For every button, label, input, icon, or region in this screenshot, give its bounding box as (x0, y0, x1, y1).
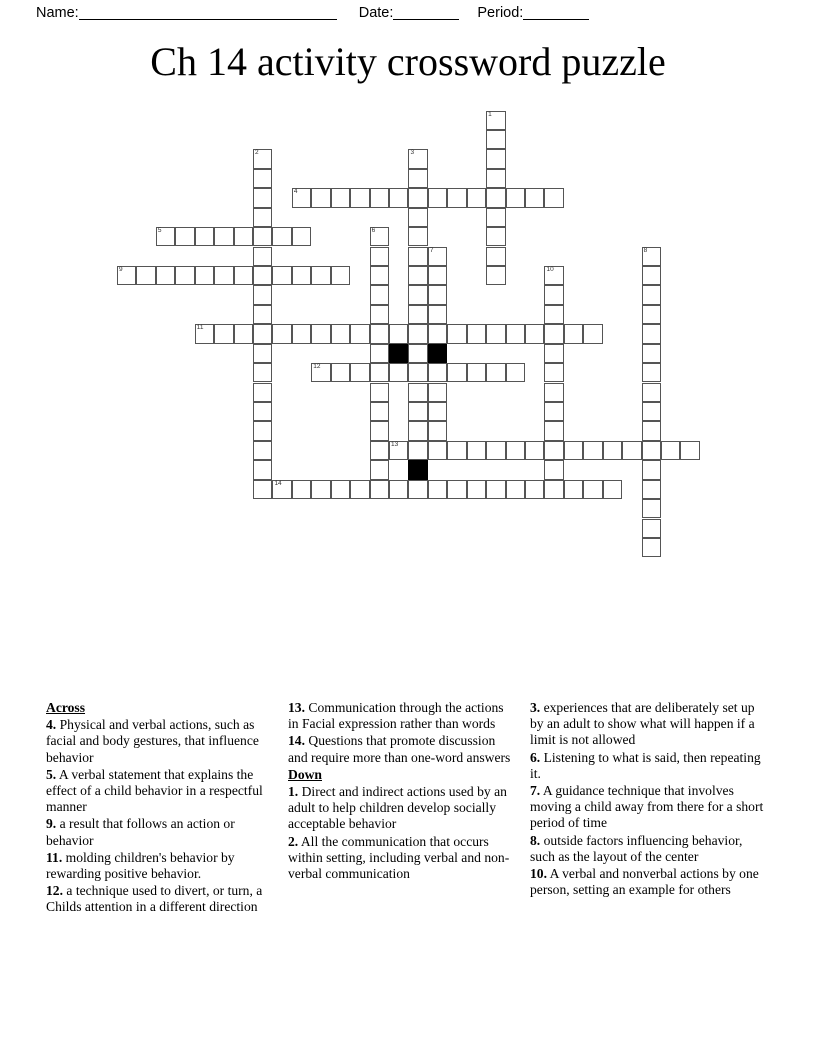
grid-cell[interactable] (544, 305, 563, 324)
grid-cell[interactable] (253, 383, 272, 402)
grid-cell[interactable] (370, 383, 389, 402)
grid-cell[interactable] (136, 266, 155, 285)
grid-cell[interactable] (544, 188, 563, 207)
grid-cell[interactable] (408, 344, 427, 363)
grid-cell-number: 3 (410, 149, 415, 157)
grid-cell[interactable] (408, 363, 427, 382)
clue-down-2: 2. All the communication that occurs within setting, including verbal and non-verbal communication (288, 833, 510, 882)
grid-cell[interactable] (486, 480, 505, 499)
grid-cell[interactable] (350, 188, 369, 207)
grid-cell[interactable] (467, 188, 486, 207)
grid-cell[interactable] (642, 421, 661, 440)
grid-cell[interactable] (253, 188, 272, 207)
grid-cell[interactable] (583, 441, 602, 460)
grid-cell[interactable] (544, 402, 563, 421)
grid-cell[interactable] (486, 363, 505, 382)
grid-cell[interactable] (486, 208, 505, 227)
grid-cell[interactable] (447, 188, 466, 207)
grid-block-cell (428, 344, 447, 363)
grid-cell[interactable] (253, 266, 272, 285)
grid-cell[interactable] (156, 266, 175, 285)
date-label: Date: (358, 5, 394, 21)
grid-cell[interactable] (642, 285, 661, 304)
grid-cell[interactable] (447, 480, 466, 499)
grid-cell[interactable] (428, 266, 447, 285)
clue-across-5: 5. A verbal statement that explains the effect of a child behavior in a respectful manner (46, 766, 263, 815)
grid-cell[interactable] (525, 441, 544, 460)
grid-cell[interactable] (642, 383, 661, 402)
grid-cell[interactable] (331, 266, 350, 285)
grid-cell[interactable] (253, 344, 272, 363)
grid-cell[interactable] (428, 247, 447, 266)
grid-cell[interactable] (253, 305, 272, 324)
grid-cell[interactable] (292, 480, 311, 499)
grid-cell[interactable] (253, 169, 272, 188)
grid-cell[interactable] (370, 363, 389, 382)
clue-number: 4. (46, 717, 57, 733)
clue-number: 2. (288, 833, 299, 849)
across-heading: Across (46, 700, 86, 715)
grid-cell[interactable] (428, 480, 447, 499)
grid-cell[interactable] (428, 383, 447, 402)
grid-cell[interactable] (370, 188, 389, 207)
grid-cell[interactable] (525, 480, 544, 499)
clue-number: 6. (530, 749, 541, 765)
grid-cell[interactable] (156, 227, 175, 246)
grid-cell[interactable] (544, 266, 563, 285)
grid-cell[interactable] (311, 324, 330, 343)
grid-cell[interactable] (467, 441, 486, 460)
grid-cell[interactable] (506, 441, 525, 460)
clue-number: 11. (46, 849, 63, 865)
grid-cell[interactable] (408, 402, 427, 421)
name-label: Name: (36, 5, 79, 21)
grid-cell[interactable] (370, 402, 389, 421)
grid-cell[interactable] (350, 480, 369, 499)
grid-cell[interactable] (544, 480, 563, 499)
grid-cell[interactable] (428, 421, 447, 440)
grid-cell[interactable] (544, 383, 563, 402)
grid-cell[interactable] (661, 441, 680, 460)
grid-cell[interactable] (408, 480, 427, 499)
grid-cell[interactable] (331, 480, 350, 499)
grid-cell[interactable] (370, 441, 389, 460)
period-label: Period: (477, 5, 524, 21)
grid-cell[interactable] (234, 266, 253, 285)
grid-cell[interactable] (544, 363, 563, 382)
page-title: Ch 14 activity crossword puzzle (150, 39, 666, 84)
grid-cell[interactable] (370, 266, 389, 285)
clue-down-8: 8. outside factors influencing behavior, such as the layout of the center (530, 832, 743, 864)
grid-cell[interactable] (408, 227, 427, 246)
grid-cell[interactable] (408, 149, 427, 168)
clue-number: 12. (46, 883, 63, 899)
grid-cell[interactable] (292, 227, 311, 246)
grid-cell[interactable] (272, 227, 291, 246)
grid-cell[interactable] (506, 363, 525, 382)
grid-cell[interactable] (506, 480, 525, 499)
grid-cell[interactable] (622, 441, 641, 460)
grid-cell[interactable] (234, 324, 253, 343)
grid-cell[interactable] (370, 285, 389, 304)
grid-cell[interactable] (292, 266, 311, 285)
clue-number: 9. (46, 816, 57, 832)
grid-cell[interactable] (486, 188, 505, 207)
grid-cell[interactable] (253, 421, 272, 440)
grid-cell[interactable] (486, 266, 505, 285)
grid-cell[interactable] (428, 324, 447, 343)
grid-cell[interactable] (195, 266, 214, 285)
grid-cell[interactable] (680, 441, 699, 460)
clue-number: 10. (530, 866, 547, 882)
grid-cell[interactable] (428, 285, 447, 304)
clue-number: 3. (530, 700, 541, 715)
grid-cell[interactable] (175, 266, 194, 285)
clue-down-1: 1. Direct and indirect actions used by an adult to help children develop socially acceptable behavior (288, 784, 507, 832)
grid-cell[interactable] (486, 169, 505, 188)
grid-cell[interactable] (506, 188, 525, 207)
clue-down-3: 3. experiences that are deliberately set up by an adult to show what will happen if a limit is not allowed (530, 700, 755, 748)
grid-cell-number: 10 (546, 265, 554, 273)
grid-cell[interactable] (428, 441, 447, 460)
grid-cell[interactable] (253, 402, 272, 421)
grid-cell[interactable] (408, 208, 427, 227)
grid-cell[interactable] (642, 480, 661, 499)
clue-down-10: 10. A verbal and nonverbal actions by one person, setting an example for others (530, 866, 759, 898)
grid-cell[interactable] (642, 305, 661, 324)
grid-cell[interactable] (117, 266, 136, 285)
grid-cell[interactable] (253, 227, 272, 246)
grid-block-cell (389, 344, 408, 363)
grid-cell-number: 11 (196, 324, 204, 332)
grid-cell-number: 5 (157, 227, 162, 235)
grid-cell[interactable] (214, 266, 233, 285)
grid-cell[interactable] (544, 285, 563, 304)
grid-cell[interactable] (408, 305, 427, 324)
grid-cell[interactable] (311, 266, 330, 285)
grid-cell[interactable] (175, 227, 194, 246)
grid-cell[interactable] (292, 324, 311, 343)
grid-cell-number: 14 (274, 479, 282, 487)
grid-cell[interactable] (370, 324, 389, 343)
grid-cell[interactable] (253, 363, 272, 382)
grid-cell[interactable] (544, 441, 563, 460)
clue-column-3 (530, 700, 770, 899)
grid-cell[interactable] (564, 324, 583, 343)
grid-cell[interactable] (311, 188, 330, 207)
grid-cell[interactable] (642, 266, 661, 285)
grid-cell[interactable] (642, 460, 661, 479)
grid-cell[interactable] (253, 460, 272, 479)
grid-cell[interactable] (350, 363, 369, 382)
grid-cell[interactable] (603, 480, 622, 499)
grid-cell-number: 8 (643, 246, 648, 254)
grid-cell-number: 7 (429, 246, 434, 254)
grid-cell[interactable] (331, 324, 350, 343)
clue-column-2 (288, 700, 512, 883)
grid-cell-number: 2 (255, 149, 259, 157)
grid-cell[interactable] (642, 538, 661, 557)
grid-cell[interactable] (642, 344, 661, 363)
clue-number: 1. (288, 784, 299, 800)
grid-cell[interactable] (486, 130, 505, 149)
grid-cell[interactable] (253, 324, 272, 343)
grid-cell[interactable] (408, 441, 427, 460)
grid-cell[interactable] (370, 305, 389, 324)
grid-cell[interactable] (389, 188, 408, 207)
grid-cell[interactable] (642, 247, 661, 266)
grid-cell[interactable] (525, 324, 544, 343)
grid-cell[interactable] (564, 441, 583, 460)
grid-cell[interactable] (370, 460, 389, 479)
grid-cell[interactable] (331, 363, 350, 382)
grid-cell[interactable] (408, 266, 427, 285)
clue-across-9: 9. a result that follows an action or behavior (46, 816, 235, 848)
grid-cell[interactable] (486, 441, 505, 460)
grid-cell[interactable] (467, 324, 486, 343)
grid-cell[interactable] (467, 363, 486, 382)
grid-cell[interactable] (506, 324, 525, 343)
grid-block-cell (408, 460, 427, 479)
grid-cell[interactable] (642, 324, 661, 343)
clue-across-13: 13. Communication through the actions in Facial expression rather than words (288, 700, 504, 732)
clue-number: 5. (46, 766, 57, 782)
grid-cell[interactable] (428, 305, 447, 324)
grid-cell[interactable] (370, 344, 389, 363)
grid-cell[interactable] (195, 324, 214, 343)
grid-cell[interactable] (370, 480, 389, 499)
grid-cell[interactable] (253, 285, 272, 304)
clue-number: 14. (288, 733, 305, 749)
grid-cell[interactable] (642, 402, 661, 421)
clues-container (0, 700, 816, 960)
grid-cell[interactable] (389, 324, 408, 343)
grid-cell[interactable] (253, 441, 272, 460)
grid-cell[interactable] (370, 227, 389, 246)
grid-cell-number: 4 (293, 188, 298, 196)
grid-cell[interactable] (408, 421, 427, 440)
grid-cell[interactable] (311, 480, 330, 499)
grid-cell[interactable] (642, 441, 661, 460)
grid-cell[interactable] (544, 460, 563, 479)
grid-cell[interactable] (272, 266, 291, 285)
grid-cell[interactable] (253, 247, 272, 266)
grid-cell[interactable] (525, 188, 544, 207)
grid-cell[interactable] (428, 363, 447, 382)
grid-cell[interactable] (253, 208, 272, 227)
clue-across-4: 4. Physical and verbal actions, such as facial and body gestures, that influence behavior (46, 717, 259, 765)
down-heading: Down (288, 766, 322, 782)
clue-number: 8. (530, 832, 541, 848)
grid-cell[interactable] (370, 421, 389, 440)
grid-cell[interactable] (389, 441, 408, 460)
grid-cell[interactable] (292, 188, 311, 207)
grid-cell[interactable] (428, 402, 447, 421)
grid-cell[interactable] (272, 324, 291, 343)
clue-across-14: 14. Questions that promote discussion and require more than one-word answers (288, 733, 511, 765)
grid-cell[interactable] (408, 324, 427, 343)
grid-cell[interactable] (544, 421, 563, 440)
grid-cell[interactable] (408, 247, 427, 266)
grid-cell[interactable] (408, 383, 427, 402)
grid-cell[interactable] (408, 169, 427, 188)
grid-cell-number: 13 (391, 440, 399, 448)
clue-across-12: 12. a technique used to divert, or turn, a Childs attention in a different direction (46, 883, 263, 915)
grid-cell[interactable] (214, 324, 233, 343)
grid-cell[interactable] (195, 227, 214, 246)
grid-cell[interactable] (486, 324, 505, 343)
grid-cell[interactable] (311, 363, 330, 382)
clue-column-1 (46, 700, 268, 917)
grid-cell-number: 6 (371, 227, 376, 235)
grid-cell[interactable] (408, 285, 427, 304)
grid-cell[interactable] (447, 363, 466, 382)
grid-cell[interactable] (486, 149, 505, 168)
grid-cell[interactable] (603, 441, 622, 460)
grid-cell[interactable] (331, 188, 350, 207)
grid-cell[interactable] (642, 363, 661, 382)
clue-down-7: 7. A guidance technique that involves moving a child away from there for a short period of time (530, 783, 764, 831)
grid-cell[interactable] (544, 324, 563, 343)
grid-cell[interactable] (583, 480, 602, 499)
grid-cell[interactable] (253, 480, 272, 499)
grid-cell[interactable] (642, 499, 661, 518)
grid-cell[interactable] (544, 344, 563, 363)
grid-cell[interactable] (486, 111, 505, 130)
grid-cell-number: 12 (313, 363, 321, 371)
grid-cell-number: 9 (119, 265, 123, 273)
grid-cell[interactable] (370, 247, 389, 266)
clue-down-6: 6. Listening to what is said, then repeating it. (530, 749, 761, 781)
clue-number: 13. (288, 700, 305, 715)
grid-cell[interactable] (350, 324, 369, 343)
grid-cell[interactable] (234, 227, 253, 246)
grid-cell[interactable] (642, 519, 661, 538)
grid-cell[interactable] (272, 480, 291, 499)
clue-number: 7. (530, 783, 541, 799)
grid-cell[interactable] (428, 188, 447, 207)
grid-cell[interactable] (408, 188, 427, 207)
grid-cell[interactable] (564, 480, 583, 499)
grid-cell[interactable] (583, 324, 602, 343)
grid-cell[interactable] (447, 441, 466, 460)
grid-cell[interactable] (447, 324, 466, 343)
grid-cell[interactable] (214, 227, 233, 246)
grid-cell[interactable] (486, 227, 505, 246)
grid-cell-number: 1 (488, 110, 492, 118)
grid-cell[interactable] (467, 480, 486, 499)
clue-across-11: 11. molding children's behavior by rewarding positive behavior. (46, 849, 235, 882)
grid-cell[interactable] (389, 480, 408, 499)
grid-cell[interactable] (253, 149, 272, 168)
grid-cell[interactable] (486, 247, 505, 266)
grid-cell[interactable] (389, 363, 408, 382)
